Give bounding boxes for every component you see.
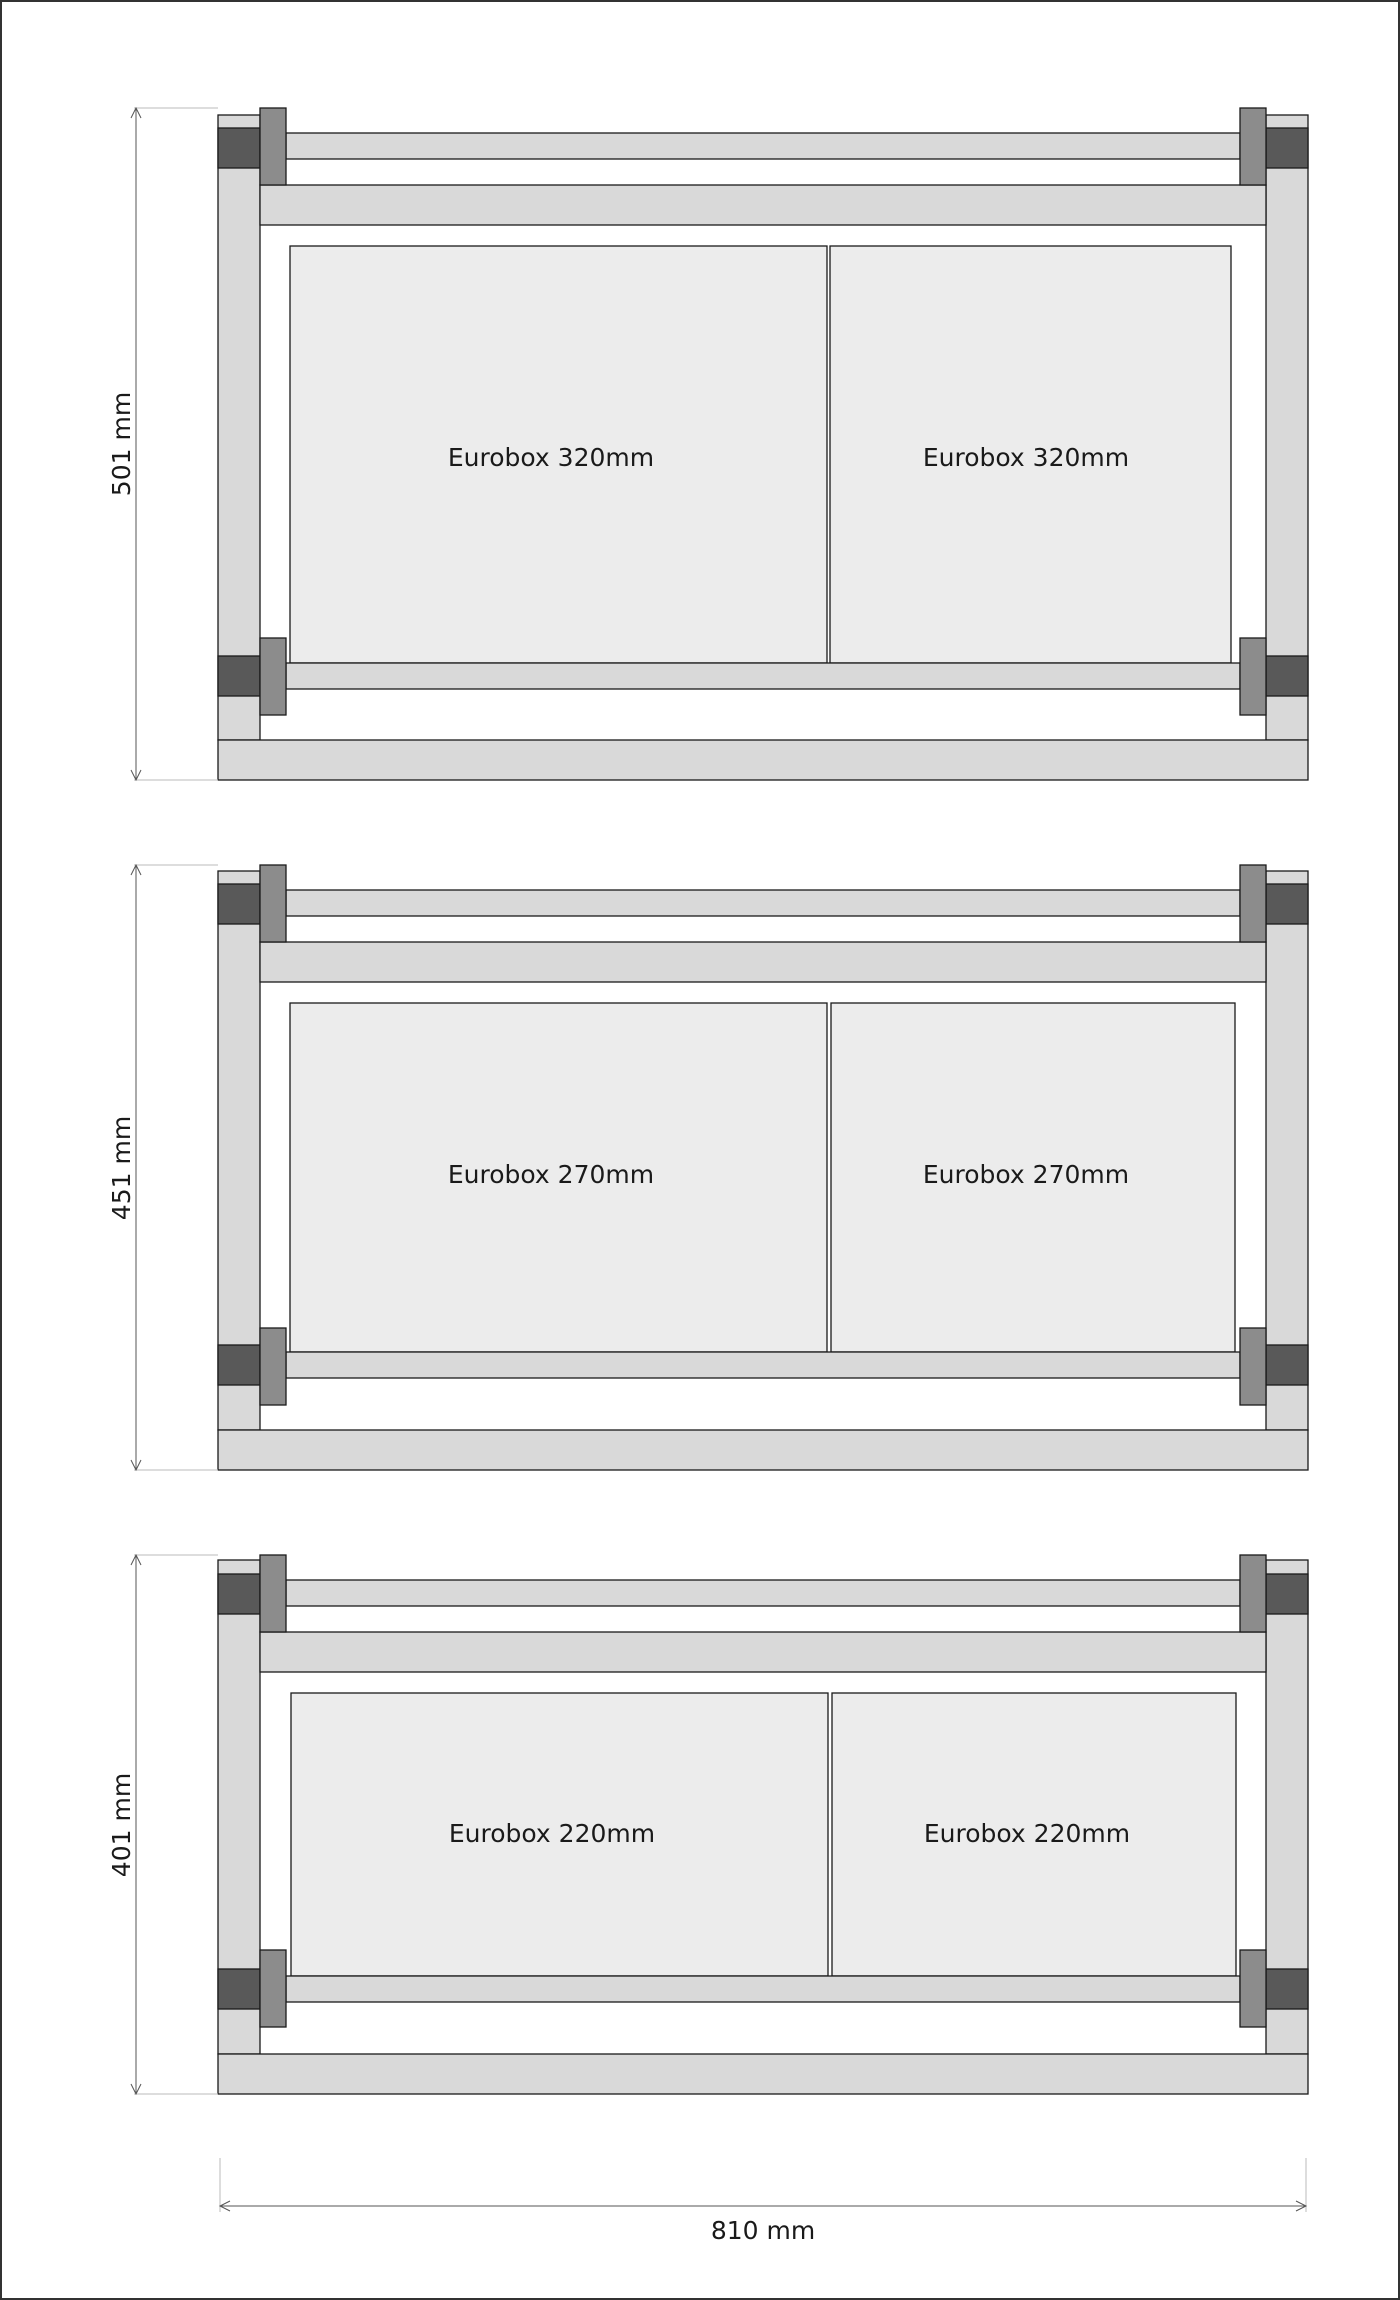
upper-right-joint xyxy=(1266,128,1308,168)
lower-left-joint xyxy=(218,1969,260,2009)
upper-left-bracket xyxy=(260,108,286,185)
box-label: Eurobox 320mm xyxy=(922,443,1130,472)
width-label: 810 mm xyxy=(710,2216,816,2245)
right-post xyxy=(1266,115,1308,740)
upper-left-joint xyxy=(218,128,260,168)
lower-left-bracket xyxy=(260,638,286,715)
box-label: Eurobox 270mm xyxy=(447,1160,655,1189)
upper-left-joint xyxy=(218,884,260,924)
box-label: Eurobox 220mm xyxy=(448,1819,656,1848)
upper-right-joint xyxy=(1266,1574,1308,1614)
shelf-frame xyxy=(218,108,1308,780)
lower-left-joint xyxy=(218,1345,260,1385)
upper-right-bracket xyxy=(1240,865,1266,942)
left-post xyxy=(218,115,260,740)
base-board xyxy=(218,1430,1308,1470)
top-shelf-board xyxy=(260,185,1266,225)
lower-right-bracket xyxy=(1240,1950,1266,2027)
top-rail xyxy=(286,890,1240,916)
upper-left-joint xyxy=(218,1574,260,1614)
base-board xyxy=(218,740,1308,780)
lower-right-joint xyxy=(1266,656,1308,696)
lower-right-bracket xyxy=(1240,638,1266,715)
bottom-rail xyxy=(286,663,1240,689)
lower-left-bracket xyxy=(260,1328,286,1405)
upper-left-bracket xyxy=(260,1555,286,1632)
bottom-rail xyxy=(286,1352,1240,1378)
bottom-rail xyxy=(286,1976,1240,2002)
height-label: 451 mm xyxy=(107,1115,136,1221)
lower-right-joint xyxy=(1266,1345,1308,1385)
top-shelf-board xyxy=(260,1632,1266,1672)
height-label: 501 mm xyxy=(107,391,136,497)
height-label: 401 mm xyxy=(107,1772,136,1878)
lower-right-joint xyxy=(1266,1969,1308,2009)
upper-left-bracket xyxy=(260,865,286,942)
top-rail xyxy=(286,1580,1240,1606)
box-label: Eurobox 270mm xyxy=(922,1160,1130,1189)
upper-right-bracket xyxy=(1240,108,1266,185)
lower-left-bracket xyxy=(260,1950,286,2027)
lower-right-bracket xyxy=(1240,1328,1266,1405)
top-rail xyxy=(286,133,1240,159)
lower-left-joint xyxy=(218,656,260,696)
box-label: Eurobox 320mm xyxy=(447,443,655,472)
base-board xyxy=(218,2054,1308,2094)
box-label: Eurobox 220mm xyxy=(923,1819,1131,1848)
top-shelf-board xyxy=(260,942,1266,982)
upper-right-joint xyxy=(1266,884,1308,924)
upper-right-bracket xyxy=(1240,1555,1266,1632)
